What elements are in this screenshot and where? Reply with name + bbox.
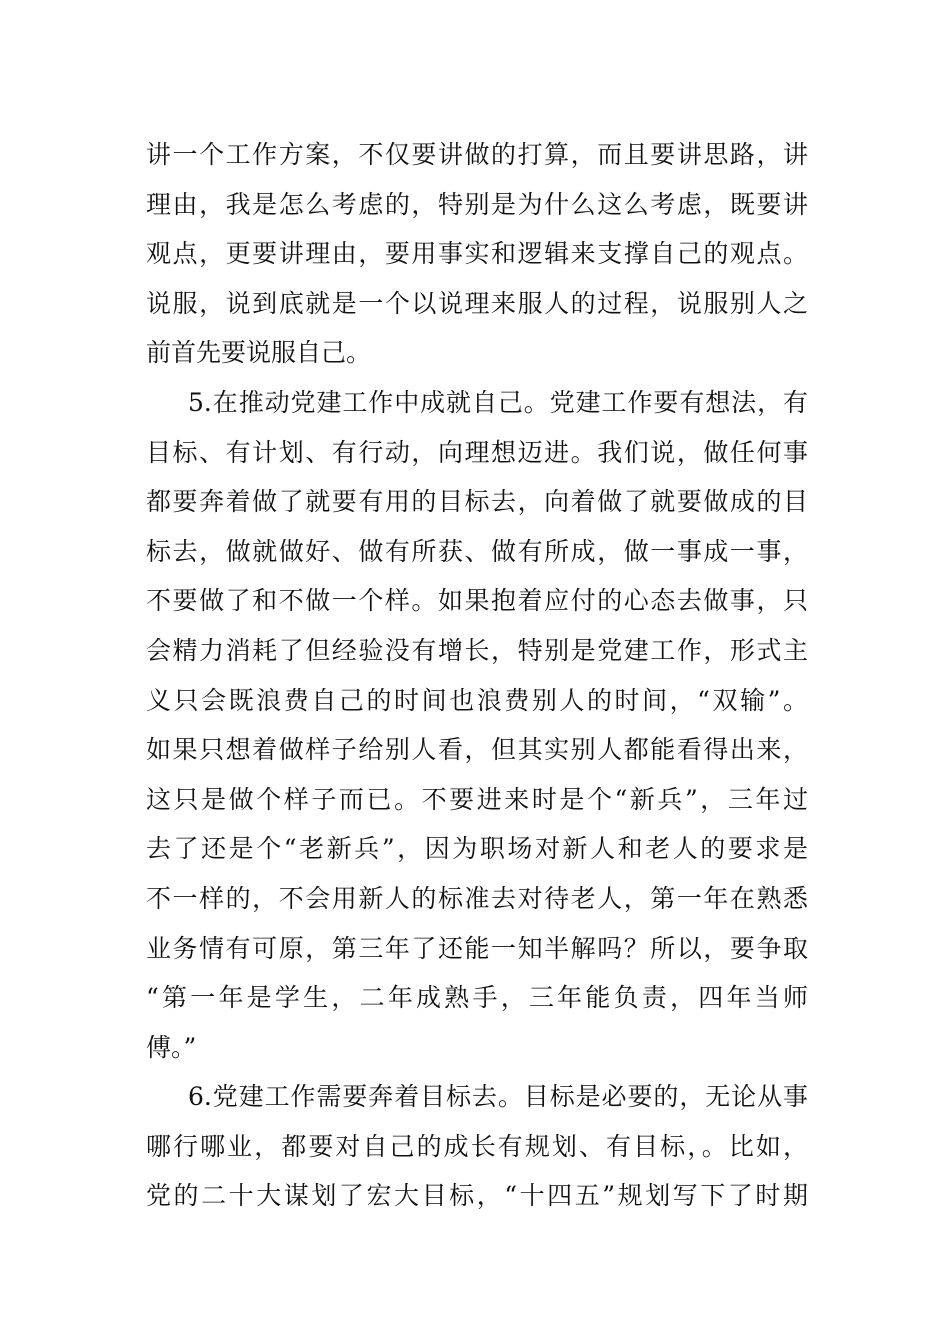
text-line: 6.党建工作需要奔着目标去。目标是必要的，无论从事: [188, 1082, 808, 1112]
text-line: 哪行哪业，都要对自己的成长有规划、有目标，。比如，: [146, 1131, 808, 1161]
text-line: 不一样的，不会用新人的标准去对待老人，第一年在熟悉: [146, 883, 808, 913]
text-line: 业务情有可原，第三年了还能一知半解吗？所以，要争取: [146, 933, 808, 963]
text-line: 党的二十大谋划了宏大目标，“十四五”规划写下了时期: [146, 1181, 808, 1211]
text-line: 标去，做就做好、做有所获、做有所成，做一事成一事，: [146, 536, 808, 566]
body-text: [146, 130, 808, 1221]
text-line: 说服，说到底就是一个以说理来服人的过程，说服别人之: [146, 288, 808, 318]
text-line: 会精力消耗了但经验没有增长，特别是党建工作，形式主: [146, 635, 808, 665]
text-line: 义只会既浪费自己的时间也浪费别人的时间，“双输”。: [146, 685, 808, 715]
text-line: 理由，我是怎么考虑的，特别是为什么这么考虑，既要讲: [146, 189, 808, 219]
text-line: 5.在推动党建工作中成就自己。党建工作要有想法，有: [188, 387, 808, 417]
text-line: 不要做了和不做一个样。如果抱着应付的心态去做事，只: [146, 586, 808, 616]
text-line: 观点，更要讲理由，要用事实和逻辑来支撑自己的观点。: [146, 239, 808, 269]
text-line: 目标、有计划、有行动，向理想迈进。我们说，做任何事: [146, 437, 808, 467]
text-line: 这只是做个样子而已。不要进来时是个“新兵”，三年过: [146, 784, 808, 814]
text-line: 如果只想着做样子给别人看，但其实别人都能看得出来，: [146, 735, 808, 765]
text-line: 去了还是个“老新兵”，因为职场对新人和老人的要求是: [146, 834, 808, 864]
text-line: 讲一个工作方案，不仅要讲做的打算，而且要讲思路，讲: [146, 140, 808, 169]
text-line: 都要奔着做了就要有用的目标去，向着做了就要做成的目: [146, 487, 808, 517]
text-line: “第一年是学生，二年成熟手，三年能负责，四年当师: [146, 983, 808, 1013]
text-line: 傅。”: [146, 1032, 197, 1062]
text-line: 前首先要说服自己。: [146, 338, 372, 368]
